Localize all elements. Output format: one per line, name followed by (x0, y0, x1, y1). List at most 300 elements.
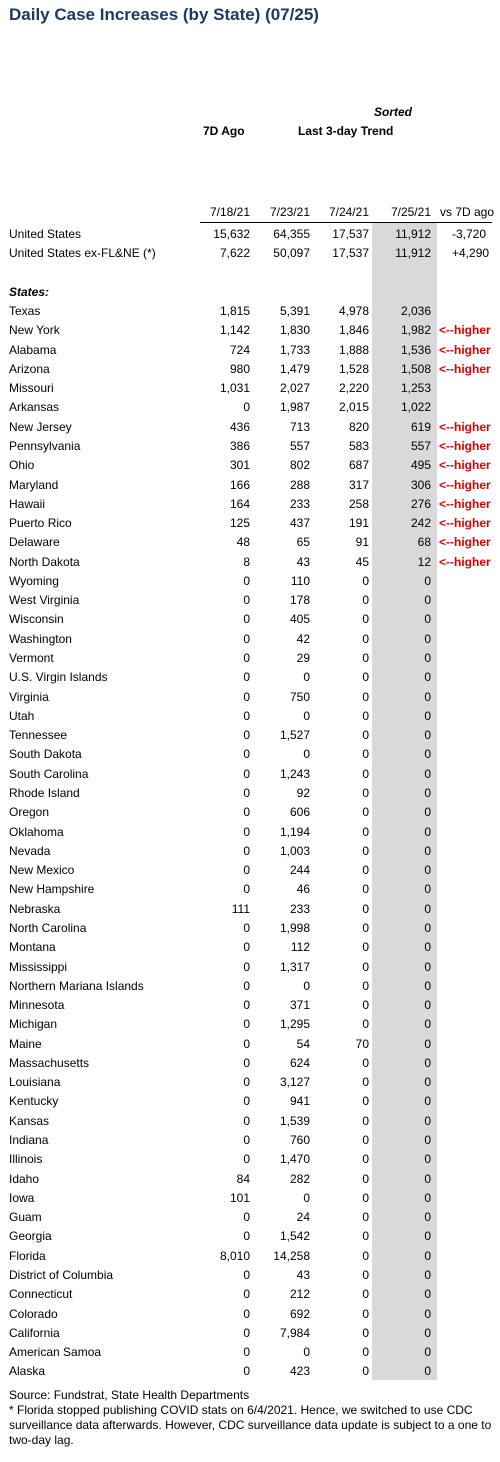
cell-value: 101 (229, 1190, 250, 1205)
cell-value: 276 (410, 496, 431, 511)
table-row (0, 745, 500, 764)
cell-value: 0 (424, 1345, 431, 1360)
cell-value: 557 (410, 438, 431, 453)
cell-value: 0 (362, 766, 369, 781)
cell-value: 0 (362, 631, 369, 646)
cell-value: 0 (243, 1133, 250, 1148)
cell-value: 68 (417, 535, 431, 550)
cell-value: 111 (231, 901, 250, 916)
cell-value: 0 (424, 1306, 431, 1321)
cell-value: 42 (296, 631, 310, 646)
cell-value: 692 (289, 1306, 310, 1321)
cell-value: 0 (424, 1229, 431, 1244)
cell-value: 0 (424, 1287, 431, 1302)
cell-value: 1,243 (279, 766, 310, 781)
cell-value: 0 (243, 1210, 250, 1225)
cell-value: 0 (424, 998, 431, 1013)
cell-value: 0 (243, 728, 250, 743)
cell-value: 0 (243, 1345, 250, 1360)
cell-value: 0 (243, 843, 250, 858)
row-label: Michigan (9, 1017, 58, 1032)
cell-value: 0 (424, 1210, 431, 1225)
cell-value: 0 (424, 1133, 431, 1148)
cell-value: 0 (424, 1268, 431, 1282)
cell-value: 0 (362, 1075, 369, 1090)
cell-value: 0 (243, 631, 250, 646)
row-label: Maryland (9, 477, 59, 492)
cell-value: 0 (424, 631, 431, 646)
cell-value: 0 (424, 1055, 431, 1070)
cell-value: 0 (243, 1152, 250, 1167)
col-header-4: 7/25/21 (390, 205, 431, 219)
cell-value: 0 (362, 863, 369, 878)
cell-value: 11,912 (395, 227, 431, 241)
cell-value: 0 (362, 1133, 369, 1148)
cell-value: 1,022 (400, 400, 431, 415)
cell-value: 242 (410, 516, 431, 531)
cell-value: 1,253 (400, 381, 431, 396)
table-row (0, 765, 500, 784)
cell-value: 0 (424, 1113, 431, 1128)
cell-value: 1,142 (219, 323, 250, 338)
seven-day-ago-header: 7D Ago (203, 124, 245, 138)
cell-value: 0 (424, 1152, 431, 1167)
cell-value: 0 (243, 400, 250, 415)
table-row (0, 1305, 500, 1324)
cell-value: 5,391 (279, 304, 310, 318)
cell-value: 760 (289, 1133, 310, 1148)
cell-value: 1,194 (279, 824, 310, 839)
row-label: Delaware (9, 535, 60, 550)
cell-value: 0 (243, 1268, 250, 1282)
cell-value: 0 (243, 1094, 250, 1109)
cell-value: 0 (243, 1017, 250, 1032)
cell-value: 0 (424, 612, 431, 627)
table-row (0, 437, 500, 456)
cell-value: 0 (424, 1364, 431, 1379)
cell-value: 687 (348, 458, 369, 473)
table-row (0, 1092, 500, 1111)
cell-value: 233 (289, 901, 310, 916)
cell-value: 0 (362, 1287, 369, 1302)
table-row (0, 341, 500, 360)
row-label: Washington (9, 631, 72, 646)
cell-value: 0 (243, 708, 250, 723)
cell-value: 11,912 (395, 246, 431, 261)
table-row (0, 803, 500, 822)
row-label: Kansas (9, 1113, 50, 1128)
row-label: California (9, 1325, 60, 1340)
table-row (0, 996, 500, 1015)
row-label: Nebraska (9, 901, 61, 916)
row-label: Oklahoma (9, 824, 64, 839)
cell-value: 288 (289, 477, 310, 492)
cell-value: 46 (296, 882, 310, 897)
cell-value: 0 (362, 573, 369, 588)
cell-value: 0 (243, 1036, 250, 1051)
table-row (0, 572, 500, 591)
cell-value: 48 (236, 535, 250, 550)
cell-value: 557 (289, 438, 310, 453)
row-label: U.S. Virgin Islands (9, 670, 108, 685)
cell-value: 0 (243, 1229, 250, 1244)
cell-value: 0 (362, 901, 369, 916)
cell-value: 0 (424, 728, 431, 743)
row-label: American Samoa (9, 1345, 102, 1360)
cell-value: 0 (362, 959, 369, 974)
row-label: Ohio (9, 458, 35, 473)
cell-value: 0 (424, 824, 431, 839)
cell-value: 2,220 (338, 381, 369, 396)
table-row (0, 688, 500, 707)
table-row (0, 668, 500, 687)
cell-value: 0 (303, 670, 310, 685)
row-label: Vermont (9, 651, 54, 666)
table-row (0, 495, 500, 514)
cell-value: 2,036 (400, 304, 431, 318)
cell-value: 110 (290, 573, 310, 588)
row-label: Hawaii (9, 496, 46, 511)
cell-value: 1,539 (279, 1113, 310, 1128)
table-row (0, 938, 500, 957)
row-label: Indiana (9, 1133, 49, 1148)
trend-header: Last 3-day Trend (298, 124, 394, 138)
col-header-2: 7/23/21 (269, 205, 310, 219)
cell-value: 24 (296, 1210, 310, 1225)
cell-value: 233 (289, 496, 310, 511)
row-label: Illinois (9, 1152, 43, 1167)
cell-value: 191 (348, 516, 369, 531)
cell-value: 7,622 (219, 246, 250, 261)
cell-value: 50,097 (273, 246, 310, 261)
cell-value: 125 (229, 516, 250, 531)
row-label: Kentucky (9, 1094, 59, 1109)
row-label: Idaho (9, 1171, 40, 1186)
cell-value: 1,295 (279, 1017, 310, 1032)
cell-value: 0 (362, 651, 369, 666)
cell-value: 0 (243, 1055, 250, 1070)
row-label: North Carolina (9, 920, 87, 935)
table-row (0, 379, 500, 398)
row-label: United States (9, 227, 82, 241)
table-row (0, 1112, 500, 1131)
cell-value: 1,846 (338, 323, 369, 338)
row-label: West Virginia (9, 593, 80, 608)
cell-value: 112 (290, 940, 310, 955)
higher-flag: <--higher (439, 535, 491, 550)
row-label: Missouri (9, 381, 54, 396)
cell-value: 0 (243, 959, 250, 974)
cell-value: 0 (424, 901, 431, 916)
table-row (0, 630, 500, 649)
table-row (0, 302, 500, 321)
row-label: Iowa (9, 1190, 35, 1205)
cell-value: 1,888 (338, 342, 369, 357)
row-label: Virginia (9, 689, 49, 704)
row-label: Massachusetts (9, 1055, 90, 1070)
cell-value: 0 (362, 1268, 369, 1282)
cell-value: 820 (348, 419, 369, 434)
row-label: Nevada (9, 843, 51, 858)
cell-value: 0 (362, 747, 369, 762)
cell-value: 0 (362, 978, 369, 993)
cell-value: 713 (289, 419, 310, 434)
cell-value: 0 (303, 978, 310, 993)
cell-value: 258 (348, 496, 369, 511)
cell-value: 371 (289, 998, 310, 1013)
cell-value: 14,258 (273, 1248, 310, 1263)
cell-value: 1,508 (400, 361, 431, 376)
cell-value: 386 (229, 438, 250, 453)
row-label: Alabama (9, 342, 57, 357)
table-row (0, 591, 500, 610)
cell-value: 405 (289, 612, 310, 627)
page-title: Daily Case Increases (by State) (07/25) (9, 5, 319, 24)
table-row (0, 1227, 500, 1246)
cell-value: 0 (424, 1036, 431, 1051)
cell-value: 8,010 (219, 1248, 250, 1263)
cell-value: 0 (424, 747, 431, 762)
row-label: Maine (9, 1036, 42, 1051)
cell-value: 0 (303, 747, 310, 762)
cell-value: 802 (289, 458, 310, 473)
cell-value: 45 (355, 554, 369, 569)
cell-value: 606 (289, 805, 310, 820)
row-label: Rhode Island (9, 786, 80, 800)
row-label: Northern Mariana Islands (9, 978, 144, 993)
table-row (0, 1131, 500, 1150)
table-row (0, 1073, 500, 1092)
cell-value: 0 (424, 1017, 431, 1032)
cell-value: 0 (424, 689, 431, 704)
cell-value: 495 (410, 458, 431, 473)
table-row (0, 398, 500, 417)
cell-value: 0 (362, 882, 369, 897)
cell-value: 84 (236, 1171, 250, 1186)
cell-value: 0 (362, 940, 369, 955)
cell-value: 0 (362, 1229, 369, 1244)
cell-value: 4,978 (338, 304, 369, 318)
cell-value: 0 (243, 824, 250, 839)
summary-row (0, 244, 500, 263)
cell-value: 65 (296, 535, 310, 550)
row-label: Connecticut (9, 1287, 73, 1302)
cell-value: 91 (355, 535, 369, 550)
cell-value: 0 (243, 863, 250, 878)
cell-value: 0 (362, 689, 369, 704)
cell-value: 423 (289, 1364, 310, 1379)
row-label: Guam (9, 1210, 42, 1225)
row-label: Arkansas (9, 400, 60, 415)
source-note: Source: Fundstrat, State Health Departments (9, 1388, 250, 1402)
cell-value: 1,470 (279, 1152, 310, 1167)
table-row (0, 1150, 500, 1169)
cell-value: 1,830 (279, 323, 310, 338)
table-row (0, 1035, 500, 1054)
cell-value: 0 (303, 1345, 310, 1360)
cell-value: 2,015 (338, 400, 369, 415)
table-row (0, 360, 500, 379)
table-row (0, 900, 500, 919)
cell-value: 1,815 (219, 304, 250, 318)
cell-value: 1,528 (338, 361, 369, 376)
cell-value: 0 (424, 651, 431, 666)
table-row (0, 456, 500, 475)
cell-value: 0 (243, 1325, 250, 1340)
cell-value: 0 (362, 1345, 369, 1360)
cell-value: 12 (417, 554, 431, 569)
table-row (0, 919, 500, 938)
higher-flag: <--higher (439, 361, 491, 376)
cell-value: 941 (289, 1094, 310, 1109)
cell-value: 0 (362, 670, 369, 685)
cell-value: 0 (362, 1325, 369, 1340)
higher-flag: <--higher (439, 516, 491, 531)
table-row (0, 610, 500, 629)
table-row (0, 1247, 500, 1266)
table-row (0, 1324, 500, 1343)
cell-value: 0 (424, 1075, 431, 1090)
cell-value: 0 (362, 824, 369, 839)
cell-value: 1,987 (279, 400, 310, 415)
table-row (0, 823, 500, 842)
cell-value: 1,003 (279, 843, 310, 858)
cell-value: 0 (243, 920, 250, 935)
cell-value: 0 (243, 786, 250, 800)
table-row (0, 533, 500, 552)
cell-value: 0 (243, 1075, 250, 1090)
row-label: North Dakota (9, 554, 80, 569)
table-row (0, 861, 500, 880)
cell-value: 750 (289, 689, 310, 704)
cell-value: 0 (243, 670, 250, 685)
row-label: Puerto Rico (9, 516, 72, 531)
table-row (0, 842, 500, 861)
cell-value: 0 (424, 863, 431, 878)
col-header-1: 7/18/21 (209, 205, 250, 219)
cell-value: 15,632 (213, 227, 250, 241)
cell-value: 624 (289, 1055, 310, 1070)
cell-value: 0 (362, 1152, 369, 1167)
cell-value: 0 (243, 882, 250, 897)
cell-value: 0 (362, 728, 369, 743)
table-row (0, 1015, 500, 1034)
cell-value: 0 (362, 1306, 369, 1321)
row-label: New York (9, 323, 60, 338)
cell-value: 1,998 (279, 920, 310, 935)
row-label: Mississippi (9, 959, 68, 974)
cell-value: 0 (243, 651, 250, 666)
col-header-5: vs 7D ago (440, 205, 495, 219)
cell-value: 0 (243, 940, 250, 955)
sorted-label: Sorted (374, 105, 413, 119)
cell-value: 0 (424, 1325, 431, 1340)
cell-value: 1,479 (279, 361, 310, 376)
cell-value: 0 (362, 1055, 369, 1070)
cell-value: 0 (362, 1248, 369, 1263)
cell-value: 0 (362, 593, 369, 608)
row-label: Alaska (9, 1364, 46, 1379)
row-label: Colorado (9, 1306, 58, 1321)
cell-value: 43 (296, 1268, 310, 1282)
cell-value: 301 (229, 458, 250, 473)
cell-value: 17,537 (332, 246, 369, 261)
higher-flag: <--higher (439, 323, 491, 338)
cell-value: 0 (362, 1171, 369, 1186)
cell-value: 0 (243, 978, 250, 993)
row-label: Tennessee (9, 728, 68, 743)
table-row (0, 726, 500, 745)
cell-value: 166 (229, 477, 250, 492)
cell-value: 0 (362, 612, 369, 627)
cell-value: 0 (243, 747, 250, 762)
cell-value: 0 (424, 959, 431, 974)
higher-flag: <--higher (439, 438, 491, 453)
row-label: Louisiana (9, 1075, 61, 1090)
row-label: Utah (9, 708, 35, 723)
table-row (0, 1266, 500, 1285)
header-rule (200, 222, 492, 223)
cell-value: 0 (362, 920, 369, 935)
table-row (0, 1054, 500, 1073)
cell-value: 0 (424, 1094, 431, 1109)
cell-value: 0 (362, 805, 369, 820)
table-row (0, 321, 500, 340)
cell-value: 178 (289, 593, 310, 608)
table-row (0, 649, 500, 668)
cell-value: 0 (424, 805, 431, 820)
cell-value: 1,536 (400, 342, 431, 357)
delta-value: -3,720 (452, 227, 487, 241)
row-label: Wisconsin (9, 612, 64, 627)
cell-value: 436 (229, 419, 250, 434)
table-row (0, 1170, 500, 1189)
cell-value: 0 (424, 573, 431, 588)
table-row (0, 476, 500, 495)
table-row (0, 707, 500, 726)
row-label: South Carolina (9, 766, 89, 781)
florida-footnote: * Florida stopped publishing COVID stats on 6/4/2021. Hence, we switched to use CDC surveillance data afterwards. However, CDC surveillance data update is subject to a one to two-day lag. (9, 1403, 492, 1447)
cell-value: 0 (362, 786, 369, 800)
cell-value: 0 (243, 689, 250, 704)
row-label: Oregon (9, 805, 50, 820)
cell-value: 0 (243, 1287, 250, 1302)
higher-flag: <--higher (439, 419, 491, 434)
table-row (0, 1362, 500, 1381)
cell-value: 54 (296, 1036, 310, 1051)
cell-value: 92 (296, 786, 310, 800)
cell-value: 2,027 (279, 381, 310, 396)
row-label: Pennsylvania (9, 438, 81, 453)
cell-value: 0 (424, 593, 431, 608)
row-label: District of Columbia (9, 1268, 114, 1282)
cell-value: 0 (424, 766, 431, 781)
cell-value: 212 (289, 1287, 310, 1302)
higher-flag: <--higher (439, 342, 491, 357)
cell-value: 0 (362, 1017, 369, 1032)
cell-value: 7,984 (279, 1325, 310, 1340)
cell-value: 0 (362, 998, 369, 1013)
cell-value: 0 (424, 1248, 431, 1263)
cell-value: 724 (229, 342, 250, 357)
cell-value: 1,542 (279, 1229, 310, 1244)
cell-value: 0 (243, 612, 250, 627)
cell-value: 980 (229, 361, 250, 376)
cell-value: 0 (424, 843, 431, 858)
cell-value: 0 (424, 708, 431, 723)
row-label: Georgia (9, 1229, 52, 1244)
table-row (0, 1285, 500, 1304)
